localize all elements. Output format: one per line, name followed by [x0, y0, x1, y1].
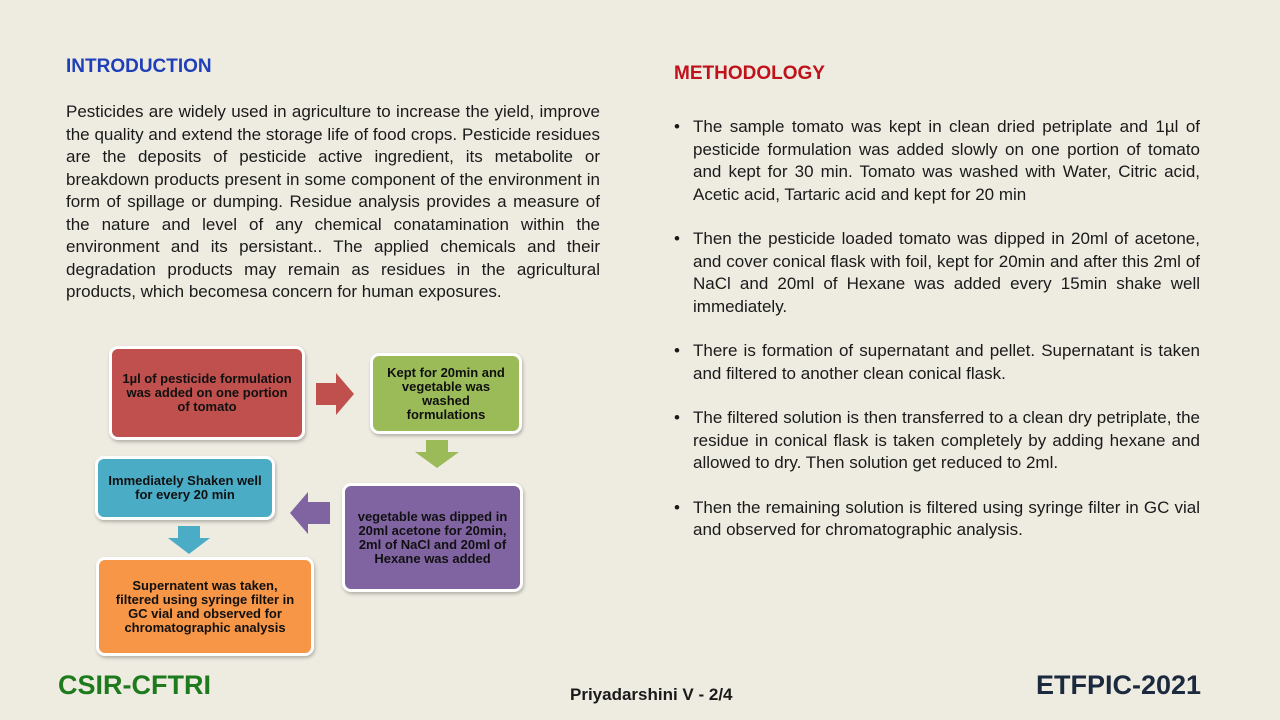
flow-step-add-formulation [109, 346, 305, 440]
arrow-left-icon [290, 492, 332, 534]
list-item [674, 407, 1200, 475]
flow-step-3-label: vegetable was dipped in 20ml acetone for 20min, 2ml of NaCl and 20ml of Hexane was added [357, 508, 508, 566]
bullet-icon: • [674, 341, 680, 360]
flow-step-2-label: Kept for 20min and vegetable was washed formulations [387, 364, 505, 422]
arrow-down-icon [168, 526, 210, 554]
introduction-body: Pesticides are widely used in agriculture to increase the yield, improve the quality and extend the storage life of food crops. Pesticide residues are the deposits of pesticide active ingredient, its metabolite or breakdown products present in some component of the environment in form of spillage or dumping. Residue analysis provides a measure of the nature and level of any chemical conatamination within the environment and its persistant.. The applied chemicals and their degradation products may remain as residues in the agricultural products, which becomesa concern for human exposures. [66, 102, 600, 301]
flow-step-shake [95, 456, 275, 520]
introduction-heading: INTRODUCTION [66, 56, 212, 77]
bullet-icon: • [674, 408, 680, 427]
slide-author-page: Priyadarshini V - 2/4 [570, 685, 733, 704]
list-item [674, 116, 1200, 206]
list-item [674, 228, 1200, 318]
flow-step-4-label: Immediately Shaken well for every 20 min [108, 473, 262, 502]
methodology-step-text: Then the pesticide loaded tomato was dipped in 20ml of acetone, and cover conical flask with foil, kept for 20min and after this 2ml of NaCl and 20ml of Hexane was added every 15min shake well immediately. [693, 229, 1200, 316]
methodology-list [674, 116, 1200, 564]
methodology-step-text: Then the remaining solution is filtered using syringe filter in GC vial and observed for chromatographic analysis. [693, 497, 1200, 539]
institution-logo-text: CSIR-CFTRI [58, 670, 211, 700]
flow-step-dip-acetone [342, 483, 523, 592]
list-item [674, 340, 1200, 385]
methodology-step-text: The sample tomato was kept in clean dried petriplate and 1µl of pesticide formulation was added slowly on one portion of tomato and kept for 30 min. Tomato was washed with Water, Citric acid, Acetic acid, Tartaric acid and kept for 20 min [693, 117, 1200, 204]
methodology-heading: METHODOLOGY [674, 63, 825, 84]
flow-step-filter [96, 557, 314, 656]
bullet-icon: • [674, 497, 680, 517]
flow-step-1-label: 1µl of pesticide formulation was added on one portion of tomato [122, 371, 292, 414]
arrow-down-icon [415, 440, 459, 468]
flow-step-wash [370, 353, 522, 434]
conference-name: ETFPIC-2021 [1036, 670, 1202, 700]
methodology-step-text: There is formation of supernatant and pellet. Supernatant is taken and filtered to another clean conical flask. [693, 341, 1200, 383]
arrow-right-icon [316, 373, 356, 415]
bullet-icon: • [674, 117, 680, 136]
flow-step-5-label: Supernatent was taken, filtered using syringe filter in GC vial and observed for chromatographic analysis [115, 577, 295, 635]
list-item [674, 497, 1200, 542]
bullet-icon: • [674, 229, 680, 248]
methodology-step-text: The filtered solution is then transferred to a clean dry petriplate, the residue in conical flask is taken completely by adding hexane and allowed to dry. Then solution get reduced to 2ml. [693, 408, 1200, 472]
